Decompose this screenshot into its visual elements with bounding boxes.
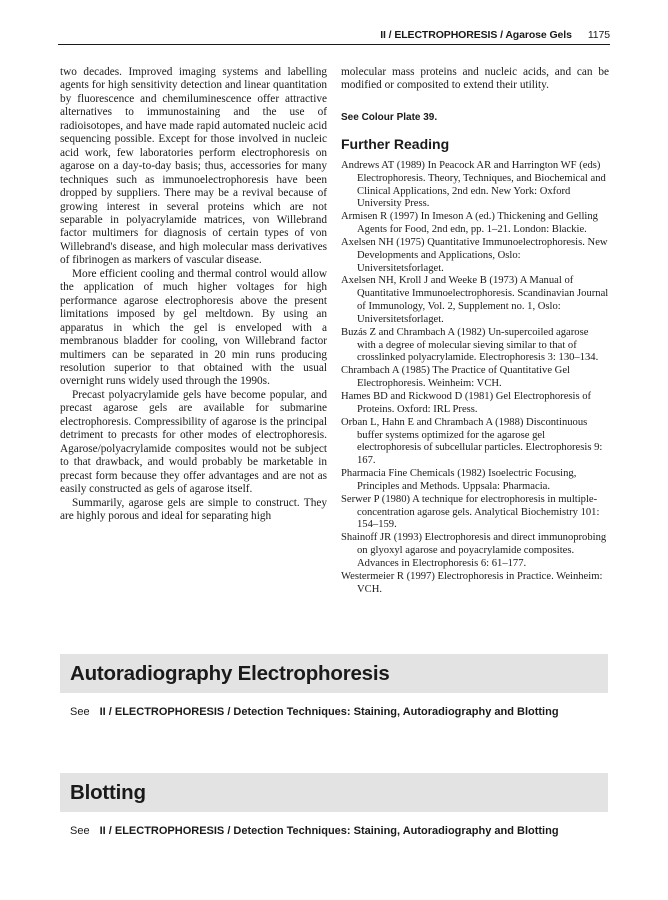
see-also-line xyxy=(60,706,610,718)
reference-list xyxy=(341,160,609,597)
reference-item: Pharmacia Fine Chemicals (1982) Isoelectric Focusing, Principles and Methods. Uppsala: Pharmacia. xyxy=(341,468,577,492)
header-rule xyxy=(58,44,610,45)
see-colour-plate: See Colour Plate 39. xyxy=(341,111,438,123)
body-paragraph: Summarily, agarose gels are simple to construct. They are highly porous and ideal for separating high xyxy=(60,496,327,522)
reference-item: Buzás Z and Chrambach A (1982) Un-supercoiled agarose with a degree of molecular sieving similar to that of crosslinked polyacrylamide. Electrophoresis 3: 130–134. xyxy=(341,326,599,364)
see-also-line xyxy=(60,825,610,837)
running-title: II / ELECTROPHORESIS / Agarose Gels xyxy=(380,29,572,41)
section-title: Blotting xyxy=(70,781,146,804)
reference-item: Chrambach A (1985) The Practice of Quantitative Gel Electrophoresis. Weinheim: VCH. xyxy=(341,365,570,390)
reference-item: Hames BD and Rickwood D (1981) Gel Electrophoresis of Proteins. Oxford: IRL Press. xyxy=(341,391,592,415)
reference-item: Orban L, Hahn E and Chrambach A (1988) Discontinuous buffer systems optimized for the agarose gel electrophoresis of subcellular particles. Electrophoresis 9: 167. xyxy=(341,416,603,467)
reference-item: Westermeier R (1997) Electrophoresis in Practice. Weinheim: VCH. xyxy=(341,570,603,595)
right-column xyxy=(341,66,609,597)
reference-item: Andrews AT (1989) In Peacock AR and Harrington WF (eds) Electrophoresis. Theory, Techniques, and Biochemical and Clinical Applications, 2nd edn. New York: Oxford University Press. xyxy=(341,159,606,210)
cross-reference-link[interactable]: II / ELECTROPHORESIS / Detection Techniques: Staining, Autoradiography and Blotting xyxy=(99,706,559,718)
reference-item: Serwer P (1980) A technique for electrophoresis in multiple-concentration agarose gels. Analytical Biochemistry 101: 154–159. xyxy=(341,493,600,531)
see-label: See xyxy=(70,706,90,718)
body-paragraph: More efficient cooling and thermal control would allow the application of much higher voltages for high performance agarose electrophoresis above the present limitations imposed by gel meltdown. By using an apparatus in which the gel is enveloped with a membranous bladder for cooling, von Willebrand factor multimers can be separated in 20 min runs producing resolution superior to that obtained with the usual overnight runs widely used through the 1990s. xyxy=(60,267,327,388)
page-number: 1175 xyxy=(587,29,610,41)
body-paragraph: molecular mass proteins and nucleic acids, and can be modified or composited to extend their utility. xyxy=(341,66,609,92)
reference-item: Armisen R (1997) In Imeson A (ed.) Thickening and Gelling Agents for Food, 2nd edn, pp. 1–21. London: Blackie. xyxy=(341,211,598,236)
running-head xyxy=(50,29,610,41)
reference-item: Shainoff JR (1993) Electrophoresis and direct immunoprobing on glyoxyl agarose and poyacrylamide composites. Advances in Electrophoresis 6: 61–177. xyxy=(341,532,607,569)
section-heading-bar xyxy=(60,773,608,812)
section-heading-bar xyxy=(60,654,608,693)
section-title: Autoradiography Electrophoresis xyxy=(70,662,390,685)
see-label: See xyxy=(70,825,90,837)
body-paragraph: two decades. Improved imaging systems and labelling agents for high sensitivity detection and linear quantitation by fluorescence and chemiluminescence offer attractive alternatives to immunostaining and the use of radioisotopes, and have made rapid automated nucleic acid sequencing possible. Except for those involved in nucleic acid work, few laboratories perform electrophoresis on agarose on a day-to-day basis; thus, accessories for many techniques such as immunoelectrophoresis have been dropped by suppliers. There may be a revival because of growing interest in several proteins which are not separable in polyacrylamide matrices, von Willebrand factor multimers for diagnosis of certain types of von Willebrand's disease, and high molecular mass derivatives of fibrinogen as markers of vascular disease. xyxy=(60,66,327,267)
reference-item: Axelsen NH (1975) Quantitative Immunoelectrophoresis. New Developments and Applications, Oslo: Universitetsforlaget. xyxy=(341,236,608,274)
cross-reference-link[interactable]: II / ELECTROPHORESIS / Detection Techniques: Staining, Autoradiography and Blotting xyxy=(99,825,559,837)
reference-item: Axelsen NH, Kroll J and Weeke B (1973) A Manual of Quantitative Immunoelectrophoresis. Scandinavian Journal of Immunology, Vol. 2, Supplement no. 1, Oslo: Universitetsforlaget. xyxy=(341,275,609,325)
further-reading-heading: Further Reading xyxy=(341,136,450,153)
body-paragraph: Precast polyacrylamide gels have become popular, and precast agarose gels are available for submarine electrophoresis. Compressibility of agarose is the principal detriment to precasts for other modes of electrophoresis. Agarose/polyacrylamide composites would not be subject to that drawback, and would probably be marketable in precast form because they offer advantages and are not as easily constructed as gels of agarose itself. xyxy=(60,388,327,496)
left-column xyxy=(60,66,327,523)
